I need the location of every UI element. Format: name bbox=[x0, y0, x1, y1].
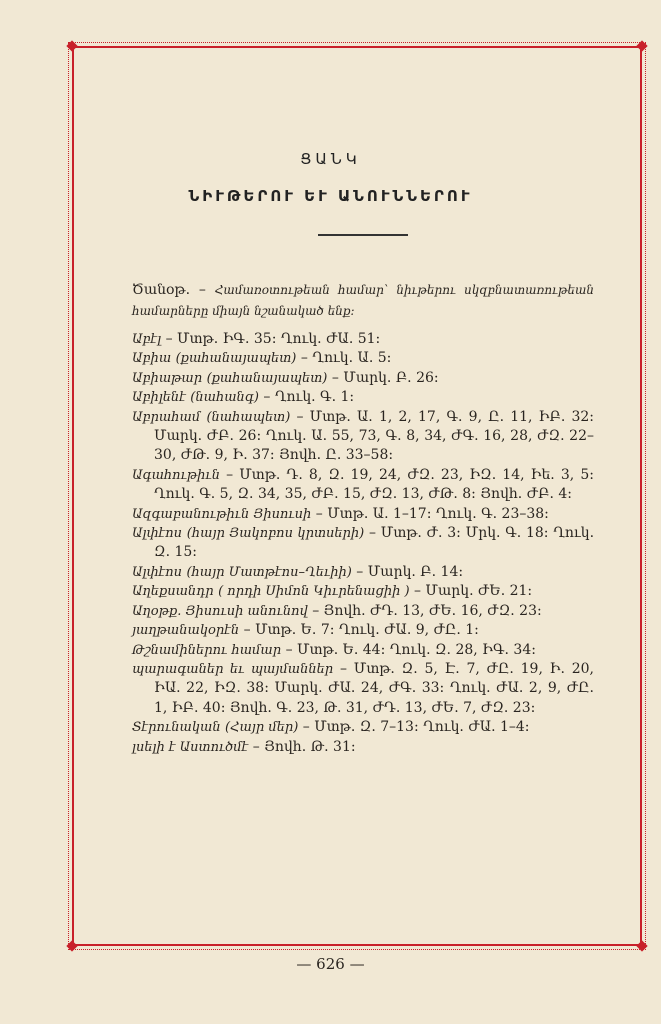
entry-note: (Հայր մեր) bbox=[225, 720, 299, 736]
entry-term: Ագահութիւն bbox=[132, 467, 220, 483]
page-number: — 626 — bbox=[296, 955, 365, 973]
index-entry bbox=[132, 388, 594, 407]
entry-refs: – Մտթ. Զ. 7–13: Ղուկ. ԺԱ. 1–4: bbox=[302, 719, 530, 736]
entry-term: յաղթանակօրէն bbox=[132, 623, 240, 639]
entry-term: Աղեքսանդր bbox=[132, 584, 214, 600]
intro-note bbox=[132, 280, 594, 322]
index-entry bbox=[132, 330, 594, 349]
entry-refs: – Մտթ. Դ. 8, Զ. 19, 24, ԺԶ. 23, ԻԶ. 14, Իե. 3, 5: Ղուկ. Գ. 5, Զ. 34, 35, ԺԲ. 15, ԺԶ. 13, ԺԹ. 8: Յովհ. ԺԲ. 4: bbox=[154, 466, 594, 503]
entry-refs: – Մտթ. Զ. 5, Է. 7, ԺԸ. 19, Ի. 20, ԻԱ. 22, ԻԶ. 38: Մարկ. ԺԱ. 24, ԺԳ. 33: Ղուկ. ԺԱ. 2, 9, ԺԸ. 1, ԻԲ. 40: Յովհ. Գ. 23, Թ. 31, ԺԴ. 13, ԺԵ. 7, ԺԶ. 23: bbox=[154, 660, 595, 716]
index-entry bbox=[132, 563, 594, 582]
entry-term: Ազգաբանութիւն Յիսուսի bbox=[132, 506, 312, 522]
entry-refs: – Մտթ. ԻԳ. 35: Ղուկ. ԺԱ. 51: bbox=[165, 331, 381, 347]
entry-refs: – Ղուկ. Գ. 1: bbox=[263, 389, 355, 406]
index-subentry bbox=[132, 718, 594, 737]
entry-term: լսելի է Աստուծմէ bbox=[132, 739, 249, 755]
entry-refs: – Յովհ. ԺԴ. 13, ԺԵ. 16, ԺԶ. 23: bbox=[312, 602, 542, 619]
intro-text: Համառօտութեան համար՝ նիւթերու սկզբնատառութեան համարները միայն նշանակած ենք: bbox=[132, 283, 594, 318]
entry-note: (քահանայապետ) bbox=[175, 351, 297, 367]
index-entry bbox=[132, 408, 594, 466]
entry-term: պարագաներ եւ պայմաններ bbox=[132, 661, 334, 677]
border-ornament-bottom-left bbox=[66, 940, 77, 951]
index-entry bbox=[132, 602, 594, 621]
index-entry bbox=[132, 466, 594, 505]
border-ornament-top-right bbox=[636, 40, 647, 51]
entry-note: (հայր Մատթէոս–Ղեւիի) bbox=[186, 564, 352, 580]
border-ornament-top-left bbox=[66, 40, 77, 51]
entry-term: Ալփէոս bbox=[132, 564, 183, 580]
title-divider bbox=[318, 234, 408, 236]
entry-term: Աբէլ bbox=[132, 332, 162, 347]
index-subentry bbox=[132, 660, 594, 718]
entry-term: Աբիա bbox=[132, 351, 172, 367]
entry-term: Տէրունական bbox=[132, 720, 221, 736]
index-entry bbox=[132, 369, 594, 388]
index-entry bbox=[132, 505, 594, 524]
index-title: ՑԱՆԿ bbox=[300, 150, 361, 168]
index-entry bbox=[132, 582, 594, 601]
entry-note: (հայր Յակոբոս կրտսերի) bbox=[186, 526, 365, 542]
border-ornament-bottom-right bbox=[636, 940, 647, 951]
index-entry-list bbox=[132, 330, 594, 757]
entry-note: (նահանգ) bbox=[190, 390, 259, 406]
entry-refs: – Յովհ. Թ. 31: bbox=[252, 738, 356, 755]
entry-refs: – Մտթ. Ա. 1–17: Ղուկ. Գ. 23–38: bbox=[315, 505, 549, 522]
entry-term: Աբրահամ bbox=[132, 409, 201, 425]
entry-refs: – Մտթ. Ե. 44: Ղուկ. Զ. 28, ԻԳ. 34: bbox=[285, 641, 536, 658]
entry-refs: – Մարկ. ԺԵ. 21: bbox=[413, 583, 533, 600]
entry-term: Աբիաթար bbox=[132, 370, 203, 386]
intro-lead: Ծանօթ. – bbox=[132, 282, 206, 298]
entry-note: (նահապետ) bbox=[206, 409, 291, 425]
index-subentry bbox=[132, 738, 594, 757]
entry-note: ( որդի Սիմոն Կիւրենացիի ) bbox=[218, 584, 410, 600]
entry-refs: – Մտթ. Ա. 1, 2, 17, Գ. 9, Ը. 11, ԻԲ. 32: Մարկ. ԺԲ. 26: Ղուկ. Ա. 55, 73, Գ. 8, 34, ԺԳ. 16, 28, ԺԶ. 22–30, ԺԹ. 9, Ի. 37: Յովհ. Ը. 33–58: bbox=[154, 408, 595, 464]
index-subtitle: ՆԻՒԹԵՐՈՒ ԵՒ ԱՆՈՒՆՆԵՐՈՒ bbox=[188, 187, 473, 205]
index-entry bbox=[132, 349, 594, 368]
entry-refs: – Մտթ. Ե. 7: Ղուկ. ԺԱ. 9, ԺԸ. 1: bbox=[243, 622, 479, 639]
index-subentry bbox=[132, 641, 594, 660]
entry-refs: – Մարկ. Բ. 26: bbox=[331, 369, 439, 386]
entry-note: (քահանայապետ) bbox=[206, 370, 328, 386]
entry-term: Աղօթք. Յիսուսի անունով bbox=[132, 603, 308, 619]
entry-refs: – Մտթ. Ժ. 3: Մրկ. Գ. 18: Ղուկ. Զ. 15: bbox=[154, 525, 595, 561]
entry-term: Ալփէոս bbox=[132, 526, 183, 542]
entry-term: Թշնամիներու համար bbox=[132, 642, 282, 658]
index-entry bbox=[132, 524, 594, 563]
entry-refs: – Ղուկ. Ա. 5: bbox=[300, 350, 392, 367]
entry-term: Աբիլենէ bbox=[132, 390, 186, 406]
index-subentry bbox=[132, 621, 594, 640]
entry-refs: – Մարկ. Բ. 14: bbox=[356, 563, 464, 580]
